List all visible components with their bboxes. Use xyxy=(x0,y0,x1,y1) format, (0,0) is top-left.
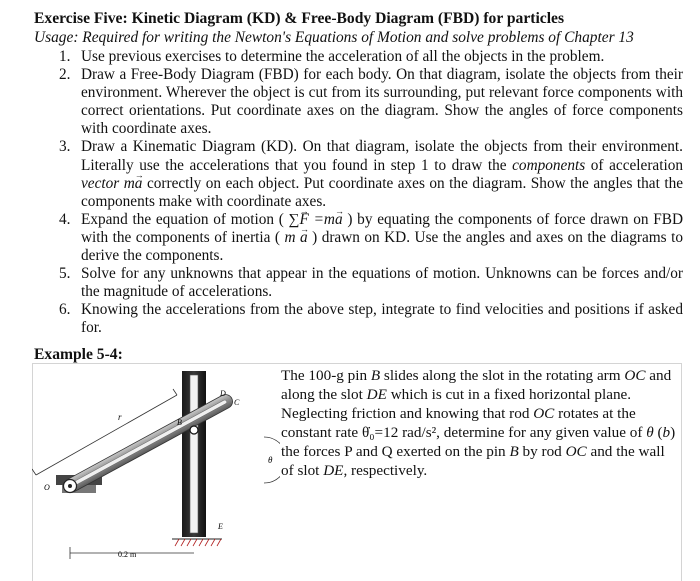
label-b: B xyxy=(177,418,182,427)
label-theta: θ xyxy=(268,455,273,465)
problem-statement: The 100-g pin B slides along the slot in the rotating arm OC and along the slot DE which is cut in a fixed horizontal plane. Neglecting friction and knowing that rod OC rotates at the constant rate θ̇₀=12 rad/s², determine for any given value of θ (b) the forces P and Q exerted on the pin B by rod OC and the wall of slot DE, respectively. xyxy=(281,367,676,479)
arm-oc xyxy=(63,392,235,494)
step-text: Draw a Kinematic Diagram (KD). On that diagram, isolate the objects from their environment. Literally use the accelerations that you found in step 1 to draw the components of acceleration vector m→ a correctly on each object. Put coordinate axes on the diagram. Show the angles that the components make with coordinate axes. xyxy=(81,138,683,209)
sum-symbol: ∑ xyxy=(288,210,300,228)
slot-de xyxy=(190,375,198,533)
step-text: Expand the equation of motion ( ∑→ F =m→ a ) by equating the components of force drawn on FBD with the components of inertia ( m → a ) drawn on KD. Use the angles and axes on the diagrams to derive the components. xyxy=(81,211,683,264)
label-e: E xyxy=(218,522,223,531)
usage-line: Usage: Required for writing the Newton's Equations of Motion and solve problems of Chapter 13 xyxy=(34,29,634,46)
label-o: O xyxy=(44,483,50,492)
list-item: 6. Knowing the accelerations from the above step, integrate to find velocities and positions if asked for. xyxy=(59,301,683,337)
list-item: 5. Solve for any unknowns that appear in the equations of motion. Unknowns can be forces and/or the magnitude of accelerations. xyxy=(59,265,683,301)
steps-list xyxy=(0,48,700,338)
example-label: Example 5-4: xyxy=(34,346,123,363)
label-c: C xyxy=(234,398,240,407)
step-text: Use previous exercises to determine the acceleration of all the objects in the problem. xyxy=(81,48,605,65)
exercise-title: Exercise Five: Kinetic Diagram (KD) & Free-Body Diagram (FBD) for particles xyxy=(34,10,565,27)
label-d: D xyxy=(220,389,226,398)
label-r: r xyxy=(118,412,122,422)
rate-formula: θ̇₀=12 rad/s² xyxy=(361,424,437,441)
label-dim: 0.2 m xyxy=(118,550,137,559)
pin-b xyxy=(190,426,198,434)
list-item: 4. Expand the equation of motion ( ∑→ F =m→ a ) by equating the components of force drawn on FBD with the components of inertia ( m → a ) drawn on KD. Use the angles and axes on the diagrams to derive the components. xyxy=(0,211,683,265)
mechanism-figure xyxy=(32,363,280,581)
step-text: Solve for any unknowns that appear in the equations of motion. Unknowns can be forces and/or the magnitude of accelerations. xyxy=(81,265,683,301)
list-item: 3. Draw a Kinematic Diagram (KD). On that diagram, isolate the objects from their environment. Literally use the accelerations that you found in step 1 to draw the components of acceleration vector m→ a correctly on each object. Put coordinate axes on the diagram. Show the angles that the components make with coordinate axes. xyxy=(0,138,683,210)
ground-hatch xyxy=(175,539,221,546)
step-text: Knowing the accelerations from the above step, integrate to find velocities and positions if asked for. xyxy=(81,301,683,337)
step-text: Draw a Free-Body Diagram (FBD) for each body. On that diagram, isolate the objects from their environment. Wherever the object is cut from its surrounding, put relevant force components with correct orientations. Put coordinate axes on the diagram. Show the angles of force components with coordinate axes. xyxy=(81,66,683,138)
list-item: 2. Draw a Free-Body Diagram (FBD) for each body. On that diagram, isolate the objects from their environment. Wherever the object is cut from its surrounding, put relevant force components with correct orientations. Put coordinate axes on the diagram. Show the angles of force components with coordinate axes. xyxy=(59,66,683,138)
list-item: 1. Use previous exercises to determine the acceleration of all the objects in the problem. xyxy=(59,48,605,65)
